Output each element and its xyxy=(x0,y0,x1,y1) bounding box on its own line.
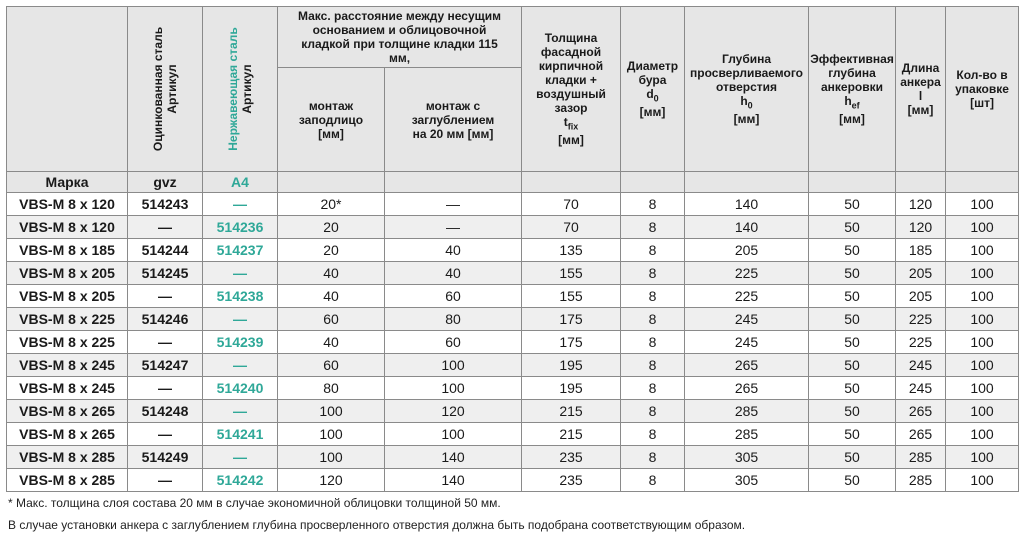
cell-hole-depth: 225 xyxy=(685,285,809,308)
cell-drill: 8 xyxy=(621,285,685,308)
cell-drill: 8 xyxy=(621,400,685,423)
cell-eff-depth: 50 xyxy=(809,377,896,400)
cell-qty: 100 xyxy=(946,285,1019,308)
cell-galv-article: — xyxy=(128,216,203,239)
cell-thickness: 70 xyxy=(522,193,621,216)
header-flush-mount: монтаж заподлицо [мм] xyxy=(278,68,385,172)
cell-thickness: 195 xyxy=(522,377,621,400)
cell-qty: 100 xyxy=(946,262,1019,285)
cell-mark: VBS-M 8 x 205 xyxy=(7,262,128,285)
cell-thickness: 215 xyxy=(522,400,621,423)
table-row xyxy=(7,423,1019,446)
cell-flush: 80 xyxy=(278,377,385,400)
cell-ss-article: — xyxy=(203,193,278,216)
cell-qty: 100 xyxy=(946,239,1019,262)
cell-flush: 100 xyxy=(278,400,385,423)
cell-flush: 60 xyxy=(278,354,385,377)
cell-flush: 120 xyxy=(278,469,385,492)
cell-length: 245 xyxy=(896,354,946,377)
cell-hole-depth: 285 xyxy=(685,423,809,446)
cell-eff-depth: 50 xyxy=(809,239,896,262)
cell-flush: 60 xyxy=(278,308,385,331)
header-hole-depth: Глубина просверливаемого отверстия $h_0$ [мм] xyxy=(685,7,809,172)
cell-galv-article: 514244 xyxy=(128,239,203,262)
cell-ss-article: — xyxy=(203,354,278,377)
cell-drill: 8 xyxy=(621,469,685,492)
cell-ss-article: — xyxy=(203,308,278,331)
table-row xyxy=(7,285,1019,308)
cell-galv-article: — xyxy=(128,469,203,492)
cell-recessed: 60 xyxy=(385,285,522,308)
cell-recessed: 140 xyxy=(385,469,522,492)
cell-thickness: 175 xyxy=(522,331,621,354)
cell-hole-depth: 285 xyxy=(685,400,809,423)
cell-recessed: 100 xyxy=(385,377,522,400)
table-row xyxy=(7,193,1019,216)
cell-recessed: 40 xyxy=(385,262,522,285)
cell-drill: 8 xyxy=(621,216,685,239)
cell-eff-depth: 50 xyxy=(809,285,896,308)
footnotes xyxy=(8,492,745,536)
cell-ss-article: — xyxy=(203,262,278,285)
table-row xyxy=(7,469,1019,492)
cell-recessed: 100 xyxy=(385,423,522,446)
cell-length: 245 xyxy=(896,377,946,400)
cell-length: 265 xyxy=(896,423,946,446)
cell-hole-depth: 305 xyxy=(685,446,809,469)
header-stainless-article: Нержавеющая сталь Артикул xyxy=(203,7,278,172)
cell-thickness: 235 xyxy=(522,469,621,492)
cell-ss-article: 514239 xyxy=(203,331,278,354)
cell-length: 225 xyxy=(896,331,946,354)
cell-ss-article: 514240 xyxy=(203,377,278,400)
cell-length: 265 xyxy=(896,400,946,423)
cell-flush: 100 xyxy=(278,446,385,469)
cell-mark: VBS-M 8 x 225 xyxy=(7,331,128,354)
cell-galv-article: — xyxy=(128,377,203,400)
cell-mark: VBS-M 8 x 285 xyxy=(7,469,128,492)
anchor-spec-table xyxy=(6,6,1019,492)
cell-length: 120 xyxy=(896,216,946,239)
cell-qty: 100 xyxy=(946,193,1019,216)
cell-thickness: 135 xyxy=(522,239,621,262)
cell-hole-depth: 265 xyxy=(685,377,809,400)
cell-hole-depth: 140 xyxy=(685,216,809,239)
table-row xyxy=(7,239,1019,262)
subheader-a4: A4 xyxy=(203,172,278,193)
header-max-distance: Макс. расстояние между несущим основанием и облицовочной кладкой при толщине кладки 115 мм, xyxy=(278,7,522,68)
cell-length: 285 xyxy=(896,446,946,469)
cell-drill: 8 xyxy=(621,377,685,400)
cell-drill: 8 xyxy=(621,239,685,262)
cell-thickness: 155 xyxy=(522,262,621,285)
cell-hole-depth: 245 xyxy=(685,331,809,354)
cell-recessed: 80 xyxy=(385,308,522,331)
cell-qty: 100 xyxy=(946,308,1019,331)
table-row xyxy=(7,400,1019,423)
cell-mark: VBS-M 8 x 265 xyxy=(7,400,128,423)
cell-galv-article: 514249 xyxy=(128,446,203,469)
cell-qty: 100 xyxy=(946,446,1019,469)
cell-thickness: 155 xyxy=(522,285,621,308)
cell-length: 205 xyxy=(896,285,946,308)
cell-length: 185 xyxy=(896,239,946,262)
subheader-row xyxy=(7,172,1019,193)
subheader-gvz: gvz xyxy=(128,172,203,193)
header-effective-depth: Эффективная глубина анкеровки $h_{ef}$ [мм] xyxy=(809,7,896,172)
cell-ss-article: 514241 xyxy=(203,423,278,446)
cell-thickness: 235 xyxy=(522,446,621,469)
cell-eff-depth: 50 xyxy=(809,469,896,492)
cell-eff-depth: 50 xyxy=(809,216,896,239)
cell-flush: 20 xyxy=(278,216,385,239)
cell-flush: 20 xyxy=(278,239,385,262)
cell-hole-depth: 225 xyxy=(685,262,809,285)
cell-ss-article: 514237 xyxy=(203,239,278,262)
cell-drill: 8 xyxy=(621,193,685,216)
cell-recessed: — xyxy=(385,216,522,239)
cell-eff-depth: 50 xyxy=(809,308,896,331)
cell-eff-depth: 50 xyxy=(809,331,896,354)
cell-drill: 8 xyxy=(621,331,685,354)
cell-recessed: 60 xyxy=(385,331,522,354)
cell-galv-article: — xyxy=(128,285,203,308)
footnote-recess: В случае установки анкера с заглублением глубина просверленного отверстия должна быть подобрана соответствующим образом. xyxy=(8,518,746,532)
header-recessed-mount: монтаж с заглублением на 20 мм [мм] xyxy=(385,68,522,172)
table-row xyxy=(7,446,1019,469)
footnote-asterisk: * Макс. толщина слоя состава 20 мм в случае экономичной облицовки толщиной 50 мм. xyxy=(8,496,501,510)
cell-flush: 40 xyxy=(278,285,385,308)
cell-recessed: — xyxy=(385,193,522,216)
cell-mark: VBS-M 8 x 120 xyxy=(7,216,128,239)
cell-galv-article: — xyxy=(128,331,203,354)
cell-qty: 100 xyxy=(946,216,1019,239)
cell-mark: VBS-M 8 x 245 xyxy=(7,377,128,400)
cell-recessed: 140 xyxy=(385,446,522,469)
cell-thickness: 175 xyxy=(522,308,621,331)
cell-recessed: 40 xyxy=(385,239,522,262)
header-galvanized-article: Оцинкованная сталь Артикул xyxy=(128,7,203,172)
table-row xyxy=(7,308,1019,331)
cell-eff-depth: 50 xyxy=(809,423,896,446)
cell-thickness: 195 xyxy=(522,354,621,377)
cell-ss-article: — xyxy=(203,446,278,469)
cell-eff-depth: 50 xyxy=(809,354,896,377)
cell-mark: VBS-M 8 x 245 xyxy=(7,354,128,377)
header-pack-qty: Кол-во в упаковке [шт] xyxy=(946,7,1019,172)
cell-drill: 8 xyxy=(621,423,685,446)
cell-mark: VBS-M 8 x 120 xyxy=(7,193,128,216)
cell-eff-depth: 50 xyxy=(809,446,896,469)
cell-ss-article: 514242 xyxy=(203,469,278,492)
cell-length: 285 xyxy=(896,469,946,492)
cell-galv-article: 514245 xyxy=(128,262,203,285)
table-row xyxy=(7,262,1019,285)
cell-mark: VBS-M 8 x 285 xyxy=(7,446,128,469)
cell-flush: 100 xyxy=(278,423,385,446)
cell-thickness: 70 xyxy=(522,216,621,239)
cell-eff-depth: 50 xyxy=(809,400,896,423)
cell-drill: 8 xyxy=(621,354,685,377)
cell-galv-article: 514247 xyxy=(128,354,203,377)
table-row xyxy=(7,331,1019,354)
cell-recessed: 120 xyxy=(385,400,522,423)
header-drill-diameter: Диаметр бура $d_0$ [мм] xyxy=(621,7,685,172)
cell-drill: 8 xyxy=(621,308,685,331)
cell-eff-depth: 50 xyxy=(809,262,896,285)
cell-thickness: 215 xyxy=(522,423,621,446)
cell-hole-depth: 265 xyxy=(685,354,809,377)
cell-mark: VBS-M 8 x 185 xyxy=(7,239,128,262)
table-row xyxy=(7,377,1019,400)
cell-hole-depth: 305 xyxy=(685,469,809,492)
cell-qty: 100 xyxy=(946,331,1019,354)
cell-qty: 100 xyxy=(946,423,1019,446)
cell-flush: 40 xyxy=(278,262,385,285)
table-row xyxy=(7,216,1019,239)
cell-ss-article: — xyxy=(203,400,278,423)
cell-hole-depth: 245 xyxy=(685,308,809,331)
cell-ss-article: 514238 xyxy=(203,285,278,308)
cell-qty: 100 xyxy=(946,469,1019,492)
cell-drill: 8 xyxy=(621,446,685,469)
subheader-mark: Марка xyxy=(7,172,128,193)
cell-mark: VBS-M 8 x 225 xyxy=(7,308,128,331)
cell-galv-article: 514248 xyxy=(128,400,203,423)
cell-drill: 8 xyxy=(621,262,685,285)
cell-galv-article: 514246 xyxy=(128,308,203,331)
cell-flush: 20* xyxy=(278,193,385,216)
cell-hole-depth: 205 xyxy=(685,239,809,262)
cell-qty: 100 xyxy=(946,354,1019,377)
cell-galv-article: — xyxy=(128,423,203,446)
cell-galv-article: 514243 xyxy=(128,193,203,216)
cell-length: 225 xyxy=(896,308,946,331)
cell-qty: 100 xyxy=(946,377,1019,400)
table-row xyxy=(7,354,1019,377)
cell-ss-article: 514236 xyxy=(203,216,278,239)
header-blank xyxy=(7,7,128,172)
cell-recessed: 100 xyxy=(385,354,522,377)
cell-flush: 40 xyxy=(278,331,385,354)
cell-mark: VBS-M 8 x 205 xyxy=(7,285,128,308)
cell-length: 205 xyxy=(896,262,946,285)
header-anchor-length: Длина анкера l [мм] xyxy=(896,7,946,172)
header-thickness: Толщина фасадной кирпичной кладки + воздушный зазор $t_{fix}$ [мм] xyxy=(522,7,621,172)
cell-eff-depth: 50 xyxy=(809,193,896,216)
cell-length: 120 xyxy=(896,193,946,216)
cell-hole-depth: 140 xyxy=(685,193,809,216)
cell-qty: 100 xyxy=(946,400,1019,423)
cell-mark: VBS-M 8 x 265 xyxy=(7,423,128,446)
